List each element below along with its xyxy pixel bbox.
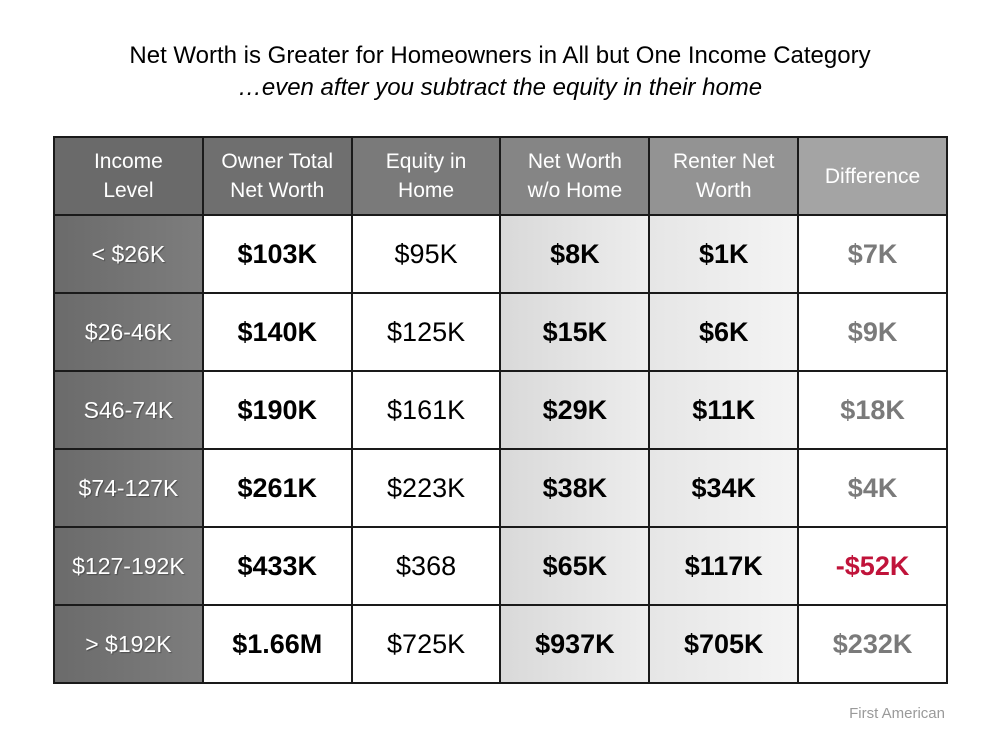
- income-level-cell: $74-127K: [54, 449, 203, 527]
- owner-total-net-worth-cell: $261K: [203, 449, 352, 527]
- owner-total-net-worth-cell: $140K: [203, 293, 352, 371]
- header-label-line: Owner Total: [221, 150, 334, 173]
- header-label-line: Net Worth: [527, 150, 622, 173]
- table-row: [54, 449, 947, 527]
- equity-in-home-cell: $95K: [352, 215, 501, 293]
- header-net-worth-without-home: [500, 137, 649, 215]
- header-label-line: Renter Net: [672, 150, 775, 173]
- equity-in-home-cell: $725K: [352, 605, 501, 683]
- header-equity-in-home: [352, 137, 501, 215]
- header-label-line: Home: [398, 179, 455, 202]
- header-difference: [798, 137, 947, 215]
- header-row: [54, 137, 947, 215]
- owner-total-net-worth-cell: $433K: [203, 527, 352, 605]
- income-level-cell: $26-46K: [54, 293, 203, 371]
- renter-net-worth-cell: $1K: [649, 215, 798, 293]
- source-label: First American: [849, 705, 945, 722]
- difference-cell: $18K: [798, 371, 947, 449]
- header-label-line: Worth: [695, 179, 752, 202]
- table-row: [54, 293, 947, 371]
- equity-in-home-cell: $125K: [352, 293, 501, 371]
- owner-total-net-worth-cell: $1.66M: [203, 605, 352, 683]
- renter-net-worth-cell: $117K: [649, 527, 798, 605]
- header-renter-net-worth: [649, 137, 798, 215]
- table-row: [54, 215, 947, 293]
- difference-cell: $232K: [798, 605, 947, 683]
- renter-net-worth-cell: $11K: [649, 371, 798, 449]
- equity-in-home-cell: $161K: [352, 371, 501, 449]
- owner-total-net-worth-cell: $190K: [203, 371, 352, 449]
- chart-title: Net Worth is Greater for Homeowners in All but One Income Category: [129, 42, 871, 69]
- net-worth-without-home-cell: $38K: [500, 449, 649, 527]
- header-label-line: Net Worth: [230, 179, 325, 202]
- table-row: [54, 605, 947, 683]
- difference-cell: $7K: [798, 215, 947, 293]
- net-worth-without-home-cell: $29K: [500, 371, 649, 449]
- owner-total-net-worth-cell: $103K: [203, 215, 352, 293]
- header-owner-total-net-worth: [203, 137, 352, 215]
- difference-cell: -$52K: [798, 527, 947, 605]
- chart-titles: [0, 40, 1000, 104]
- net-worth-without-home-cell: $937K: [500, 605, 649, 683]
- income-level-cell: $127-192K: [54, 527, 203, 605]
- table-body: [54, 215, 947, 683]
- net-worth-table: [53, 136, 948, 684]
- header-label-line: Difference: [824, 164, 921, 188]
- income-level-cell: > $192K: [54, 605, 203, 683]
- table-row: [54, 371, 947, 449]
- equity-in-home-cell: $223K: [352, 449, 501, 527]
- net-worth-without-home-cell: $8K: [500, 215, 649, 293]
- header-label-line: w/o Home: [527, 179, 623, 202]
- equity-in-home-cell: $368: [352, 527, 501, 605]
- header-label-line: Equity in: [385, 150, 467, 173]
- renter-net-worth-cell: $6K: [649, 293, 798, 371]
- header-income-level: [54, 137, 203, 215]
- renter-net-worth-cell: $705K: [649, 605, 798, 683]
- header-label-line: Level: [103, 179, 154, 202]
- header-label-line: Income: [93, 150, 163, 173]
- income-level-cell: < $26K: [54, 215, 203, 293]
- table-row: [54, 527, 947, 605]
- income-level-cell: S46-74K: [54, 371, 203, 449]
- renter-net-worth-cell: $34K: [649, 449, 798, 527]
- difference-cell: $9K: [798, 293, 947, 371]
- difference-cell: $4K: [798, 449, 947, 527]
- chart-subtitle: …even after you subtract the equity in their home: [237, 74, 763, 101]
- net-worth-without-home-cell: $65K: [500, 527, 649, 605]
- net-worth-without-home-cell: $15K: [500, 293, 649, 371]
